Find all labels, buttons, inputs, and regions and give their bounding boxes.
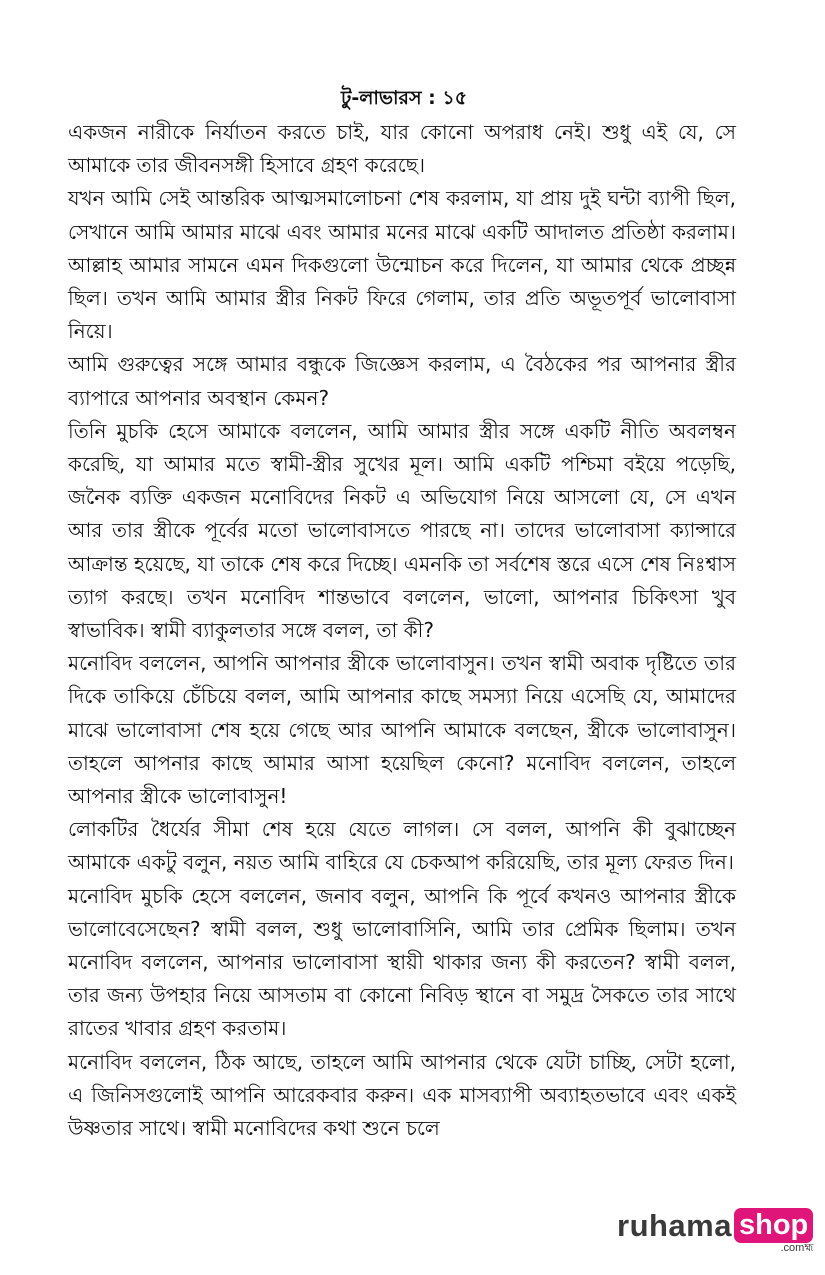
paragraph: মনোবিদ মুচকি হেসে বললেন, জনাব বলুন, আপনি কি পূর্বে কখনও আপনার স্ত্রীকে ভালোবেসেছেন? স্বামী বলল, শুধু ভালোবাসিনি, আমি তার প্রেমিক ছিলাম। তখন মনোবিদ বললেন, আপনার ভালোবাসা স্থায়ী থাকার জন্য কী করতেন? স্বামী বলল, তার জন্য উপহার নিয়ে আসতাম বা কোনো নিবিড় স্থানে বা সমুদ্র সৈকতে তার সাথে রাতের খাবার গ্রহণ করতাম। [68,883,736,1041]
paragraph: একজন নারীকে নির্যাতন করতে চাই, যার কোনো অপরাধ নেই। শুধু এই যে, সে আমাকে তার জীবনসঙ্গী হিসাবে গ্রহণ করেছে। [68,120,736,178]
paragraph: মনোবিদ বললেন, ঠিক আছে, তাহলে আমি আপনার থেকে যেটা চাচ্ছি, সেটা হলো, এ জিনিসগুলোই আপনি আরেকবার করুন। এক মাসব্যাপী অব্যাহতভাবে এবং একই উষ্ণতার সাথে। স্বামী মনোবিদের কথা শুনে চলে [68,1049,736,1141]
page-header: টু-লাভারস : ১৫ [340,87,468,109]
watermark-tld: .comহ্ম [780,1242,814,1254]
book-page [68,80,736,1145]
paragraph: যখন আমি সেই আন্তরিক আত্মসমালোচনা শেষ করলাম, যা প্রায় দুই ঘন্টা ব্যাপী ছিল, সেখানে আমি আমার মাঝে এবং আমার মনের মাঝে একটি আদালত প্রতিষ্ঠা করলাম। আল্লাহ আমার সামনে এমন দিকগুলো উন্মোচন করে দিলেন, যা আমার থেকে প্রচ্ছন্ন ছিল। তখন আমি আমার স্ত্রীর নিকট ফিরে গেলাম, তার প্রতি অভূতপূর্ব ভালোবাসা নিয়ে। [68,186,736,344]
watermark-brand-box [732,1208,814,1254]
paragraph: আমি গুরুত্বের সঙ্গে আমার বন্ধুকে জিজ্ঞেস করলাম, এ বৈঠকের পর আপনার স্ত্রীর ব্যাপারে আপনার অবস্থান কেমন? [68,352,736,410]
paragraph: লোকটির ধৈর্যের সীমা শেষ হয়ে যেতে লাগল। সে বলল, আপনি কী বুঝাচ্ছেন আমাকে একটু বলুন, নয়ত আমি বাহিরে যে চেকআপ করিয়েছি, তার মূল্য ফেরত দিন। [68,817,736,875]
paragraph: তিনি মুচকি হেসে আমাকে বললেন, আমি আমার স্ত্রীর সঙ্গে একটি নীতি অবলম্বন করেছি, যা আমার মতে স্বামী-স্ত্রীর সুখের মূল। আমি একটি পশ্চিমা বইয়ে পড়েছি, জনৈক ব্যক্তি একজন মনোবিদের নিকট এ অভিযোগ নিয়ে আসলো যে, সে এখন আর তার স্ত্রীকে পূর্বের মতো ভালোবাসতে পারছে না। তাদের ভালোবাসা ক্যান্সারে আক্রান্ত হয়েছে, যা তাকে শেষ করে দিচ্ছে। এমনকি তা সর্বশেষ স্তরে এসে শেষ নিঃশ্বাস ত্যাগ করছে। তখন মনোবিদ শান্তভাবে বললেন, ভালো, আপনার চিকিৎসা খুব স্বাভাবিক। স্বামী ব্যাকুলতার সঙ্গে বলল, তা কী? [68,418,736,643]
paragraph: মনোবিদ বললেন, আপনি আপনার স্ত্রীকে ভালোবাসুন। তখন স্বামী অবাক দৃষ্টিতে তার দিকে তাকিয়ে চেঁচিয়ে বলল, আমি আপনার কাছে সমস্যা নিয়ে এসেছি যে, আমাদের মাঝে ভালোবাসা শেষ হয়ে গেছে আর আপনি আমাকে বলছেন, স্ত্রীকে ভালোবাসুন। তাহলে আপনার কাছে আমার আসা হয়েছিল কেনো? মনোবিদ বললেন, তাহলে আপনার স্ত্রীকে ভালোবাসুন! [68,651,736,809]
ruhamashop-watermark [617,1208,813,1252]
watermark-brand-left: ruhama [617,1208,732,1243]
watermark-brand-right: shop [734,1208,813,1243]
